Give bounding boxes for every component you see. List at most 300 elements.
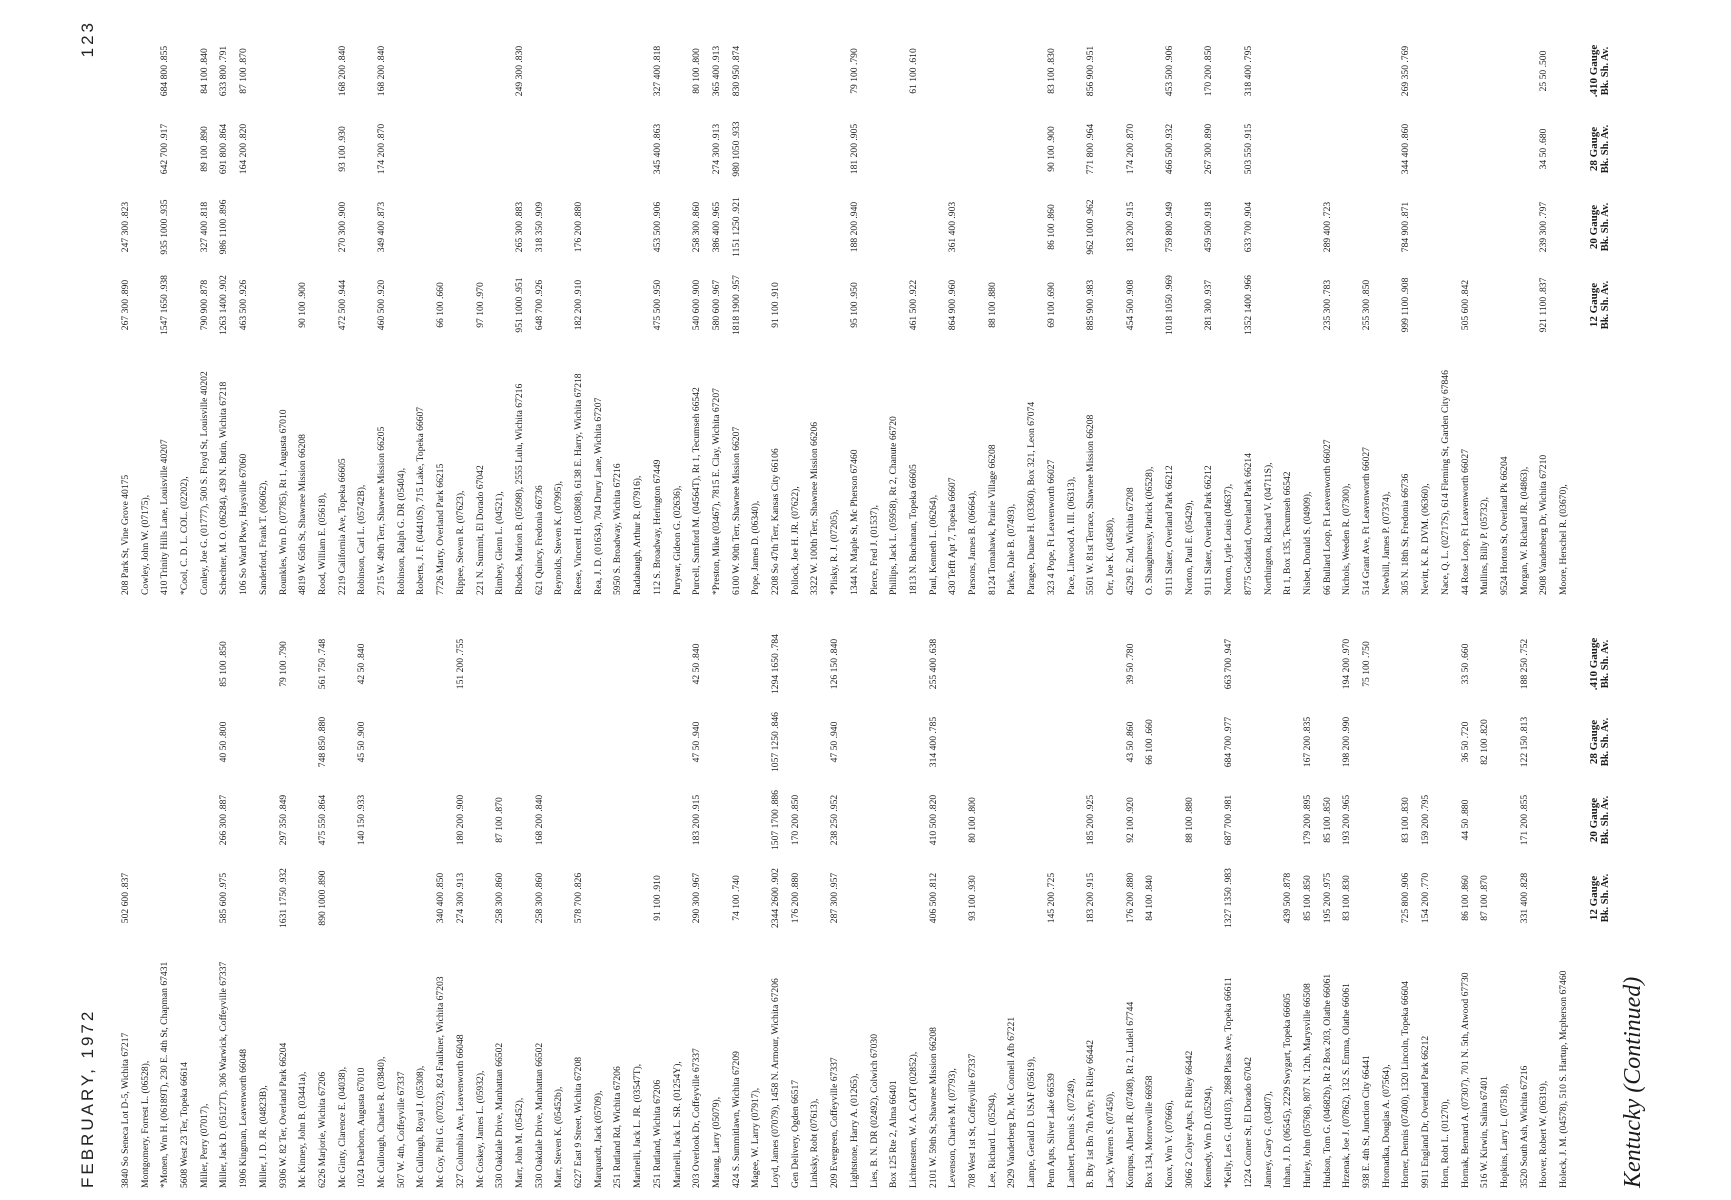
shooter-entry [1302,598,1314,1188]
shooter-name-address: 9111 Slater, Overland Park 66212 [1164,465,1175,595]
shooter-entry [1460,598,1472,1188]
shooter-entry [1361,5,1373,595]
score-g12: 864 900 .960 [947,279,959,331]
gauge-label: 28 Gauge [1588,719,1600,765]
shooter-entry [1460,5,1472,595]
score-g410: 830 950 .874 [730,45,742,97]
score-g12: 290 300 .967 [691,872,703,924]
score-g12: 274 300 .913 [454,872,466,924]
score-g20: 180 200 .900 [454,794,466,846]
shooter-entry [494,5,506,595]
shooter-name-address: Puryear, Gideon G. (02636), [671,485,683,595]
score-g20: 361 400 .903 [947,201,959,253]
gauge-subheader: Bk. Sh. Av. [1600,202,1611,252]
shooter-name-address: Hoover, Robert W. (06319), [1538,1080,1550,1188]
shooter-name-address: Mullins, Billy P. (05732), [1479,496,1491,595]
shooter-name-address: Lambert, Dennis S. (07249), [1065,1078,1077,1188]
shooter-entry [672,598,684,1188]
shooter-entry [1085,598,1097,1188]
score-g28: 164 200 .820 [238,123,250,175]
shooter-entry [1322,598,1334,1188]
score-g410: 42 50 .840 [356,643,368,685]
score-g28: 642 700 .917 [159,123,171,175]
score-g12: 540 600 .900 [691,279,703,331]
score-g20: 935 1000 .935 [159,199,171,255]
shooter-name-address: Lee, Richard L. (05294), [986,1092,998,1188]
score-g20: 1507 1700 .886 [770,790,781,850]
shooter-entry [691,5,703,595]
shooter-name-address: 1344 N. Maple St, Mc Pherson 67460 [848,449,860,595]
shooter-entry [573,598,585,1188]
score-g410: 39 50 .780 [1124,643,1136,685]
shooter-entry [829,5,841,595]
score-g12: 472 500 .944 [336,279,348,331]
shooter-name-address: 4819 W. 65th St, Shawnee Mission 66208 [297,434,309,595]
shooter-entry [790,5,802,595]
shooter-name-address: Cowley, John W. (07175), [139,494,151,595]
shooter-name-address: Rood, William E. (05618), [316,492,328,595]
shooter-name-address: Rippee, Steven R. (07623), [454,490,466,595]
shooter-name-address: *Plisky, R. J. (07205), [829,509,841,595]
shooter-name-address: Box 125 Rte 2, Alma 66401 [888,1080,900,1188]
shooter-entry [120,5,132,595]
shooter-name-address: 209 Evergreen, Coffeyville 67337 [829,1057,841,1188]
score-g12: 91 100 .910 [651,875,663,921]
score-g12: 885 900 .983 [1085,279,1097,331]
shooter-entry [317,598,329,1188]
shooter-name-address: Knox, Wm V. (07666), [1164,1100,1175,1188]
shooter-name-address: 410 Trinity Hills Lane, Louisville 40207 [159,439,171,595]
shooter-name-address: Janney, Gary G. (03407), [1262,1091,1274,1188]
shooter-entry [1381,5,1393,595]
score-g20: 87 100 .870 [494,797,506,843]
score-g410: 318 400 .795 [1242,45,1254,97]
shooter-entry [1479,5,1491,595]
shooter-entry [396,5,408,595]
score-g20: 83 100 .830 [1400,797,1412,843]
score-g410: 170 200 .850 [1203,45,1215,97]
score-g28: 267 300 .890 [1203,123,1215,175]
shooter-name-address: 2715 W. 49th Terr, Shawnee Mission 66205 [376,426,387,595]
score-g28: 344 400 .860 [1400,123,1412,175]
score-g12: 461 500 .922 [907,279,919,331]
score-g410: 561 750 .748 [316,638,328,690]
shooter-name-address: Roberts, J. F. (04410S), 715 Lake, Topeka 66607 [415,406,427,595]
shooter-name-address: Sanderford, Frank T. (06062), [257,480,269,595]
score-g20: 88 100 .880 [1183,797,1195,843]
shooter-entry [947,5,959,595]
shooter-name-address: Gen Delivery, Ogden 66517 [789,1079,801,1188]
shooter-entry [179,598,191,1188]
gauge-label: 20 Gauge [1588,204,1600,250]
shooter-entry [159,598,171,1188]
shooter-name-address: Nevitt, K. R. DVM. (06360), [1420,483,1432,595]
shooter-name-address: 251 Rutland Rd, Wichita 67206 [612,1066,624,1188]
shooter-name-address: Conley, Joe G. (01777), 500 S. Floyd St, Louisville 40202 [198,371,210,595]
score-g12: 463 500 .926 [238,279,250,331]
shooter-entry [553,5,565,595]
shooter-entry [1282,598,1294,1188]
shooter-entry [475,5,487,595]
score-g12: 95 100 .950 [848,282,860,328]
shooter-entry [494,598,506,1188]
shooter-name-address: Marquardt, Jack (05709), [592,1090,604,1188]
shooter-entry [869,5,881,595]
shooter-entry [356,5,368,595]
score-g410: 1294 1650 .784 [770,634,781,694]
shooter-name-address: Mc Cullough, Royal J. (05308), [415,1065,427,1188]
score-g12: 999 1100 .908 [1400,277,1412,333]
shooter-name-address: Lacy, Warren S. (07450), [1104,1091,1116,1188]
shooter-entry [652,5,664,595]
score-g12: 90 100 .900 [297,282,309,328]
shooter-name-address: 1906 Kingman, Leavenworth 66048 [238,1048,250,1188]
score-g28: 93 100 .930 [336,126,348,172]
score-g12: 182 200 .910 [573,279,584,331]
shooter-entry [258,5,270,595]
shooter-entry [1420,5,1432,595]
shooter-name-address: B. Bty 1st Bn 7th Arty, Ft Riley 66442 [1085,1039,1097,1188]
shooter-name-address: Mc Cullough, Charles R. (03840), [376,1056,387,1188]
score-g20: 238 250 .952 [829,794,841,846]
gauge-header-g410 [1588,41,1612,101]
gauge-label: .410 Gauge [1588,44,1600,98]
shooter-name-address: 66 Bullard Loop, Ft Leavenworth 66027 [1321,439,1333,595]
shooter-name-address: Pace, Linwood A. III. (06313), [1065,476,1077,595]
score-g410: 633 800 .791 [218,45,230,97]
shooter-entry [849,5,861,595]
shooter-entry [534,598,546,1188]
shooter-entry [179,5,191,595]
shooter-entry [750,598,762,1188]
shooter-entry [534,5,546,595]
shooter-name-address: Moore, Herschel R. (03670), [1558,484,1569,595]
shooter-name-address: Holeck, J. M. (04578), 510 S. Hartup, Mcpherson 67460 [1558,970,1569,1188]
shooter-name-address: 9111 Slater, Overland Park 66212 [1203,465,1215,595]
shooter-entry [475,598,487,1188]
shooter-name-address: Rounkles, Wm D. (07785), Rt 1, Augusta 67010 [277,409,289,595]
shooter-name-address: *Cool, C. D. L. COL. (02202), [179,476,190,595]
shooter-entry [632,598,644,1188]
shooter-name-address: 3520 South Ash, Wichita 67216 [1518,1065,1530,1188]
score-g410: 79 100 .790 [277,641,289,687]
shooter-entry [435,5,447,595]
shooter-name-address: Linksky, Robt (07613), [809,1098,821,1188]
shooter-entry [238,598,250,1188]
score-g12: 74 100 .740 [730,875,742,921]
score-g28: 45 50 .900 [356,721,368,763]
shooter-entry [1066,598,1078,1188]
score-g410: 269 350 .769 [1400,45,1412,97]
shooter-entry [1282,5,1294,595]
shooter-entry [1322,5,1334,595]
gauge-header-g410 [1588,634,1612,694]
shooter-name-address: Hurley, John (05768), 807 N. 12th, Marysville 66508 [1301,983,1313,1188]
shooter-entry [1538,598,1550,1188]
shooter-name-address: Morgan, W. Richard JR. (04863), [1518,466,1530,595]
score-g12: 340 400 .850 [435,872,447,924]
score-g410: 126 150 .840 [829,638,841,690]
shooter-name-address: 7726 Marty, Overland Park 66215 [435,463,447,595]
shooter-name-address: Miller, J. D. JR. (04823B), [257,1085,269,1188]
score-g410: 79 100 .790 [848,48,860,94]
shooter-name-address: Nace, Q. L. (02717S), 614 Fleming St, Garden City 67846 [1439,370,1451,595]
shooter-name-address: Orr, Joe K. (04580), [1104,517,1116,595]
shooter-name-address: 2219 California Ave, Topeka 66605 [336,458,348,595]
score-g410: 188 250 .752 [1518,638,1530,690]
score-g12: 154 200 .770 [1420,872,1432,924]
score-g12: 87 100 .870 [1479,875,1491,921]
score-g12: 84 100 .840 [1144,875,1156,921]
gauge-header-g20 [1588,790,1612,850]
score-g28: 122 150 .813 [1518,716,1530,768]
score-g410: 83 100 .830 [1045,48,1057,94]
shooter-entry [435,598,447,1188]
shooter-entry [1519,598,1531,1188]
shooter-entry [297,5,309,595]
shooter-name-address: Norton, Lytle Louis (04637), [1223,483,1235,595]
shooter-entry [711,598,723,1188]
shooter-name-address: Pierce, Fred J. (01537), [868,504,880,595]
score-g410: 84 100 .840 [198,48,210,94]
shooter-name-address: 530 Oakdale Drive, Manhattan 66502 [494,1042,506,1188]
score-g28: 748 850 .880 [316,716,328,768]
score-g28: 90 100 .900 [1045,126,1057,172]
shooter-entry [987,598,999,1188]
score-g12: 1631 1750 .932 [277,868,289,928]
score-g28: 43 50 .860 [1124,721,1136,763]
score-g12: 648 700 .926 [533,279,545,331]
score-g410: 663 700 .947 [1223,638,1235,690]
score-g20: 349 400 .873 [376,201,387,253]
score-g12: 66 100 .660 [435,282,447,328]
score-g12: 69 100 .690 [1045,282,1057,328]
shooter-entry [415,5,427,595]
score-g20: 297 350 .849 [277,794,289,846]
score-g28: 181 200 .905 [848,123,860,175]
score-g28: 980 1050 .933 [730,121,742,177]
shooter-entry [1066,5,1078,595]
shooter-name-address: 305 N. 18th St, Fredonia 66736 [1400,473,1412,595]
score-g12: 281 300 .937 [1203,279,1215,331]
shooter-name-address: 3840 So Seneca Lot D-5, Wichita 67217 [119,1032,131,1188]
shooter-name-address: Rea, J. D. (01634), 704 Drury Lane, Wichita 67207 [592,397,604,595]
shooter-entry [1440,598,1452,1188]
shooter-name-address: Hrzenak, Joe J. (07862), 132 S. Emma, Olathe 66061 [1341,983,1353,1188]
score-g410: 249 300 .830 [513,45,525,97]
shooter-entry [770,5,782,595]
shooter-entry [888,598,900,1188]
shooter-entry [1046,598,1058,1188]
shooter-name-address: 424 S. Summitlawn, Wichita 67209 [730,1051,742,1188]
shooter-entry [1203,598,1215,1188]
shooter-name-address: 1024 Dearborn, Augusta 67010 [356,1067,368,1188]
gauge-header-g20 [1588,197,1612,257]
shooter-entry [238,5,250,595]
shooter-name-address: 6227 East 9 Street, Wichita 67208 [573,1056,584,1188]
score-g12: 439 500 .878 [1282,872,1294,924]
score-g12: 460 500 .920 [376,279,387,331]
shooter-name-address: 5608 West 23 Ter, Topeka 66614 [179,1062,190,1188]
shooter-name-address: 430 Tefft Apt 7, Topeka 66607 [947,477,959,595]
shooter-entry [691,598,703,1188]
shooter-entry [1381,598,1393,1188]
shooter-name-address: Rhodes, Marion B. (05098), 2555 Lulu, Wichita 67216 [513,383,525,595]
shooter-entry [514,598,526,1188]
shooter-entry [928,598,940,1188]
shooter-name-address: Levenson, Charles M. (07793), [947,1068,959,1188]
shooter-name-address: Purcell, Samford M. (04564T), Rt 1, Tecumseh 66542 [691,387,703,595]
shooter-name-address: 106 So Ward Pkwy, Haysville 67060 [238,453,250,595]
shooter-name-address: Norton, Paul E. (05429), [1183,500,1195,595]
shooter-name-address: Reynolds, Steven K. (07995), [553,480,565,595]
shooter-entry [1006,598,1018,1188]
score-g12: 1352 1400 .966 [1242,275,1254,335]
score-g20: 85 100 .850 [1321,797,1333,843]
shooter-name-address: 516 W. Kirwin, Salina 67401 [1479,1076,1491,1188]
score-g410: 684 800 .855 [159,45,171,97]
score-g28: 691 800 .864 [218,123,230,175]
shooter-entry [1006,5,1018,595]
score-g28: 345 400 .863 [651,123,663,175]
shooter-name-address: Hromadka, Douglas A. (07564), [1380,1064,1392,1188]
section-title: Kentucky (Continued) [1620,976,1646,1188]
shooter-name-address: Paul, Kenneth L. (06264), [927,494,939,595]
shooter-name-address: 5501 W. 81st Terrace, Shawnee Mission 66208 [1085,414,1097,595]
score-g12: 258 300 .860 [533,872,545,924]
shooter-name-address: Robinson, Carl L. (05742B), [356,484,368,595]
shooter-name-address: 4529 E. 2nd, Wichita 67208 [1124,487,1136,595]
shooter-name-address: Rimbey, Glenn L. (04521), [494,491,506,595]
shooter-entry [908,598,920,1188]
shooter-entry [573,5,585,595]
score-g410: 42 50 .840 [691,643,703,685]
score-g20: 453 500 .906 [651,201,663,253]
score-g12: 951 1000 .951 [513,277,525,333]
gauge-subheader: Bk. Sh. Av. [1600,280,1611,330]
score-g12: 1018 1050 .969 [1164,275,1175,335]
shooter-name-address: 221 N. Summit, El Dorado 67042 [474,465,486,595]
shooter-entry [356,598,368,1188]
shooter-name-address: 9306 W. 82 Ter, Overland Park 66204 [277,1042,289,1188]
score-g12: 145 200 .725 [1045,872,1057,924]
shooter-entry [632,5,644,595]
shooter-entry [849,598,861,1188]
shooter-name-address: Marr, John M. (05452), [513,1097,525,1188]
score-g12: 1547 1650 .938 [159,275,171,335]
score-g20: 265 300 .883 [513,201,525,253]
score-g20: 270 300 .900 [336,201,348,253]
score-g20: 459 500 .918 [1203,201,1215,253]
score-g28: 274 300 .913 [710,123,722,175]
shooter-entry [455,5,467,595]
shooter-entry [612,598,624,1188]
shooter-entry [711,5,723,595]
page-number: 123 [78,20,97,58]
shooter-entry [140,598,152,1188]
shooter-name-address: 708 West 1st St, Coffeyville 67337 [967,1053,978,1188]
score-g12: 86 100 .860 [1459,875,1471,921]
score-g20: 176 200 .880 [573,201,584,253]
shooter-entry [120,598,132,1188]
score-g20: 759 800 .949 [1164,201,1175,253]
score-g28: 167 200 .835 [1301,716,1313,768]
score-g12: 2344 2600 .902 [770,868,781,928]
shooter-entry [612,5,624,595]
shooter-name-address: Penn Apts, Silver Lake 66539 [1045,1073,1057,1188]
shooter-name-address: 44 Rose Loop, Ft Leavenworth 66027 [1459,448,1471,595]
shooter-entry [1164,598,1176,1188]
shooter-entry [908,5,920,595]
shooter-entry [1519,5,1531,595]
shooter-entry [809,5,821,595]
shooter-name-address: Magee, W. Larry (07917), [750,1087,762,1188]
score-g28: 47 50 .940 [829,721,841,763]
score-g20: 171 200 .855 [1518,794,1530,846]
score-g20: 327 400 .818 [198,201,210,253]
shooter-name-address: Miller, Perry (07017), [198,1103,210,1188]
shooter-name-address: Marang, Larry (05079), [710,1096,722,1188]
score-g12: 725 800 .906 [1400,872,1412,924]
score-g20: 318 350 .909 [533,201,545,253]
score-g20: 687 700 .981 [1223,794,1235,846]
score-g20: 183 200 .915 [691,794,703,846]
shooter-name-address: Mc Ginty, Clarence E. (04038), [336,1066,348,1188]
score-g20: 784 900 .871 [1400,201,1412,253]
shooter-name-address: Pollock, Joe H. JR. (07622), [789,486,801,595]
score-g410: 255 400 .638 [927,638,939,690]
gauge-label: 20 Gauge [1588,797,1600,843]
shooter-entry [1203,5,1215,595]
score-g12: 176 200 .880 [789,872,801,924]
score-g20: 193 200 .965 [1341,794,1353,846]
score-g28: 40 50 .800 [218,721,230,763]
right-column [110,5,1720,595]
shooter-entry [1302,5,1314,595]
score-g20: 188 200 .940 [848,201,860,253]
shooter-entry [376,598,388,1188]
gauge-subheader: Bk. Sh. Av. [1600,639,1611,689]
shooter-entry [1558,598,1570,1188]
shooter-name-address: Reese, Vincent H. (05808), 6138 E. Harry, Wichita 67218 [573,373,584,595]
score-g12: 255 300 .850 [1361,279,1372,331]
shooter-entry [1400,598,1412,1188]
shooter-name-address: *Preston, Mike (03467), 7815 E. Clay, Wichita 67207 [710,388,722,595]
shooter-entry [967,598,979,1188]
gauge-header-g12 [1588,868,1612,928]
shooter-name-address: 208 Park St, Vine Grove 40175 [119,474,131,595]
score-g20: 80 100 .800 [967,797,978,843]
shooter-entry [947,598,959,1188]
score-g12: 93 100 .930 [967,875,978,921]
shooter-entry [672,5,684,595]
shooter-entry [1144,5,1156,595]
shooter-entry [1125,598,1137,1188]
shooter-entry [1341,598,1353,1188]
score-g20: 92 100 .920 [1124,797,1136,843]
shooter-entry [1361,598,1373,1188]
shooter-name-address: Horner, Dennis (07400), 1320 Lincoln, Topeka 66604 [1400,981,1412,1188]
shooter-entry [218,598,230,1188]
shooter-name-address: Lightstone, Harry A. (01265), [848,1073,860,1188]
score-g28: 36 50 .720 [1459,721,1471,763]
shooter-name-address: Kompus, Albert JR. (07408), Rt 2, Ludell 67744 [1124,1001,1136,1188]
shooter-name-address: Pope, James D. (06340), [750,500,762,595]
score-g20: 170 200 .850 [789,794,801,846]
shooter-name-address: 530 Oakdale Drive, Manhattan 66502 [533,1042,545,1188]
score-g28: 82 100 .820 [1479,719,1491,765]
shooter-entry [317,5,329,595]
